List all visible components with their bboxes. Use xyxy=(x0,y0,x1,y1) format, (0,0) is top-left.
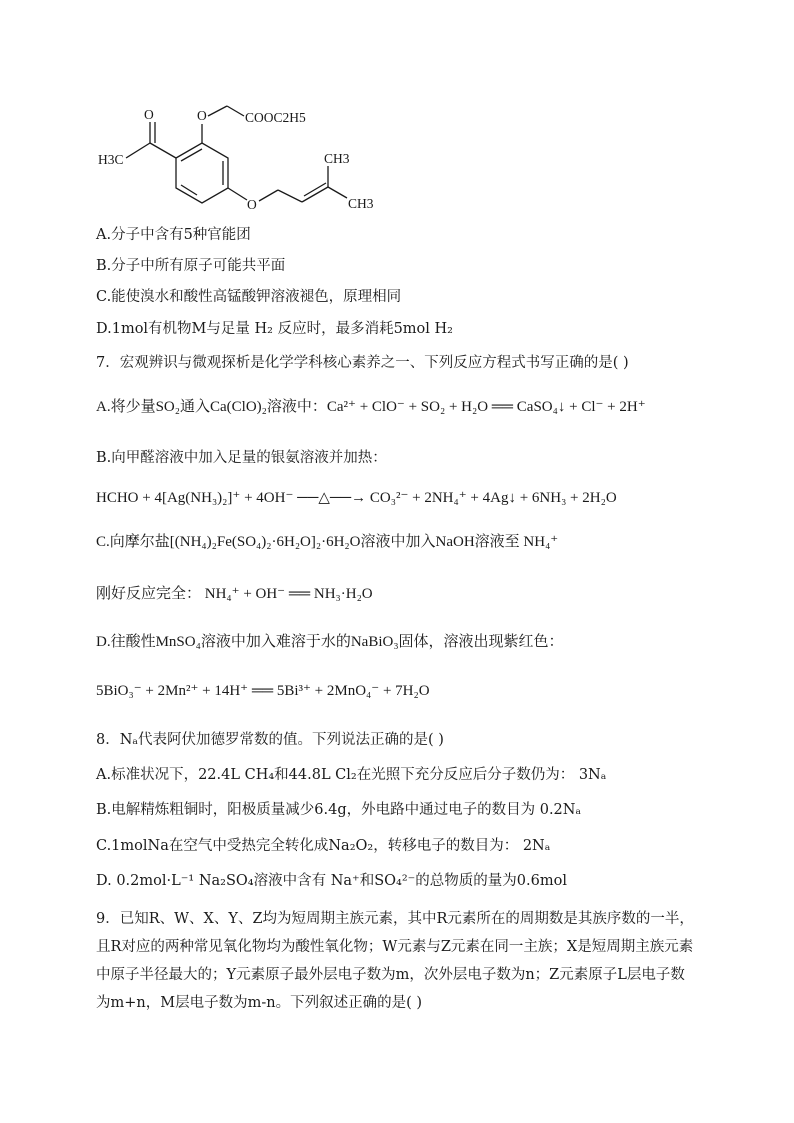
q6-option-c: C.能使溴水和酸性高锰酸钾溶液褪色，原理相同 xyxy=(96,289,402,305)
molecule-structure xyxy=(92,98,392,223)
ether-o1-label: O xyxy=(197,108,207,123)
q8-option-a: A.标准状况下，22.4L CH₄和44.8L Cl₂在光照下充分反应后分子数仍为： 3Nₐ xyxy=(96,767,607,783)
q7-option-c-equation: 刚好反应完全： NH₄⁺ + OH⁻ ══ NH₃·H₂O xyxy=(96,586,373,602)
q8-stem: 8．Nₐ代表阿伏加德罗常数的值。下列说法正确的是( ) xyxy=(96,732,444,748)
q6-option-b: B.分子中所有原子可能共平面 xyxy=(96,258,286,274)
q7-option-b-equation: HCHO + 4[Ag(NH₃)₂]⁺ + 4OH⁻ ──△──→ CO₃²⁻ + 2NH₄⁺ + 4Ag↓ + 6NH₃ + 2H₂O xyxy=(96,490,617,506)
ch3-top-label: CH3 xyxy=(324,151,350,166)
q6-option-a: A.分子中含有5种官能团 xyxy=(96,227,251,243)
bond-ch2-ch xyxy=(278,190,302,202)
q7-stem: 7．宏观辨识与微观探析是化学学科核心素养之一、下列反应方程式书写正确的是( ) xyxy=(96,355,629,371)
carbonyl-o-label: O xyxy=(144,107,154,122)
bond-ch2-ester xyxy=(227,106,244,116)
bond-ring-o2 xyxy=(228,188,247,200)
q7-option-b-text: B.向甲醛溶液中加入足量的银氨溶液并加热： xyxy=(96,450,387,466)
q8-option-b: B.电解精炼粗铜时，阳极质量减少6.4g，外电路中通过电子的数目为 0.2Nₐ xyxy=(96,802,582,818)
q7-option-d-equation: 5BiO₃⁻ + 2Mn²⁺ + 14H⁺ ══ 5Bi³⁺ + 2MnO₄⁻ + 7H₂O xyxy=(96,683,430,699)
q6-option-d: D.1mol有机物M与足量 H₂ 反应时，最多消耗5mol H₂ xyxy=(96,321,453,337)
ch3-bottom-label: CH3 xyxy=(348,196,374,211)
bond-ring-acetyl xyxy=(150,143,176,158)
bond-acetyl-methyl xyxy=(126,143,150,158)
inner-bond-3 xyxy=(181,185,197,195)
q7-option-c-text: C.向摩尔盐[(NH₄)₂Fe(SO₄)₂·6H₂O]₂·6H₂O溶液中加入NaOH溶液至 NH₄⁺ xyxy=(96,534,559,550)
q8-option-d: D. 0.2mol·L⁻¹ Na₂SO₄溶液中含有 Na⁺和SO₄²⁻的总物质的量为0.6mol xyxy=(96,873,567,889)
bond-o2-ch2 xyxy=(259,190,278,201)
q7-option-a: A.将少量SO₂通入Ca(ClO)₂溶液中：Ca²⁺ + ClO⁻ + SO₂ + H₂O ══ CaSO₄↓ + Cl⁻ + 2H⁺ xyxy=(96,399,646,415)
ester-label: COOC2H5 xyxy=(245,110,306,125)
inner-bond-1 xyxy=(181,149,202,161)
bond-o1-ch2 xyxy=(208,106,227,116)
bond-c-ch3-bottom xyxy=(328,187,347,198)
q7-option-d-text: D.往酸性MnSO₄溶液中加入难溶于水的NaBiO₃固体，溶液出现紫红色： xyxy=(96,634,564,650)
ether-o2-label: O xyxy=(247,197,257,212)
methyl-label: H3C xyxy=(98,152,124,167)
benzene-ring xyxy=(176,143,228,203)
q8-option-c: C.1molNa在空气中受热完全转化成Na₂O₂，转移电子的数目为： 2Nₐ xyxy=(96,838,551,854)
q9-stem: 9．已知R、W、X、Y、Z均为短周期主族元素，其中R元素所在的周期数是其族序数的一半，且R对应的两种常见氧化物均为酸性氧化物；W元素与Z元素在同一主族；X是短周期主族元素中原子半径最大的；Y元素原子最外层电子数为m，次外层电子数为n；Z元素原子L层电子数为m+n，M层电子数为m-n。下列叙述正确的是( ) xyxy=(96,911,694,1011)
